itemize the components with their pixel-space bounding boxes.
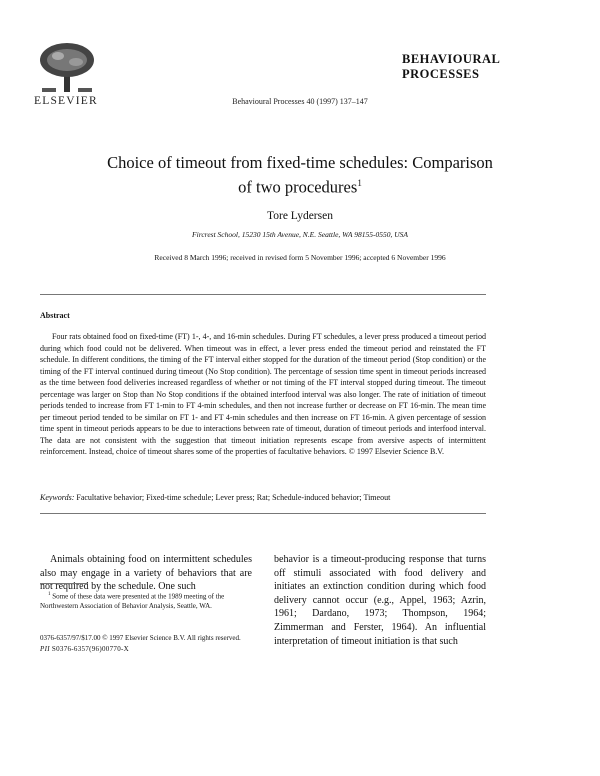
journal-logo-line1: BEHAVIOURAL bbox=[402, 52, 501, 66]
publisher-name: ELSEVIER bbox=[34, 95, 98, 107]
pii-label: PII bbox=[40, 645, 50, 653]
keywords-label: Keywords: bbox=[40, 493, 75, 502]
author-affiliation: Fircrest School, 15230 15th Avenue, N.E. Seattle, WA 98155-0550, USA bbox=[192, 230, 408, 239]
divider-bottom bbox=[40, 513, 486, 514]
title-line-2: of two procedures$^1$ bbox=[238, 177, 362, 197]
keywords-text: Facultative behavior; Fixed-time schedule; Lever press; Rat; Schedule-induced behavior; Timeout bbox=[76, 493, 391, 502]
pii-line bbox=[40, 645, 129, 653]
pii-value: S0376-6357(96)00770-X bbox=[51, 645, 129, 653]
title-footnote-mark: 1 bbox=[357, 178, 362, 188]
received-dates: Received 8 March 1996; received in revised form 5 November 1996; accepted 6 November 1996 bbox=[154, 253, 446, 262]
footnote-text: Some of these data were presented at the 1989 meeting of the Northwestern Association of Behavior Analysis, Seattle, WA. bbox=[40, 592, 225, 610]
abstract-text: Four rats obtained food on fixed-time (FT) 1-, 4-, and 16-min schedules. During FT schedules, a lever press produced a timeout period during which food could not be delivered. When timeout was in effect, a lever press ended the timeout period and reinstated the FT schedule. In different conditions, the timing of the FT interval either stopped for the duration of the timeout period (Stop condition) or the timing of the FT interval continued during timeout (No Stop condition). The percentage of session time spent in timeout periods increased as the time between food deliveries increased regardless of whether or not timing of the FT interval stopped during timeout. The timeout percentage was larger on Stop than No Stop conditions if the obtained interfood interval was also longer. The rate of initiation of timeout periods tended to increase from FT 1-min to FT 4-min schedules, and then not increase further or decrease on FT 16-min. The mean time per timeout period tended to be similar on FT 1- and FT 4-min schedules and then increase on FT 16-min. A given percentage of session time spent in timeout periods appears to be due to interactions between rate of timeout, duration of timeout periods and interfood interval. The data are not consistent with the suggestion that timeout initiation represents escape from aversive aspects of intermittent reinforcement. Instead, choice of timeout shares some of the properties of facultative behaviors. © 1997 Elsevier Science B.V. bbox=[40, 332, 486, 456]
footnote bbox=[40, 590, 252, 611]
body-left-column: Animals obtaining food on intermittent schedules also may engage in a variety of behaviors that are not required by the schedule. One such bbox=[40, 554, 252, 593]
body-right-column: behavior is a timeout-producing response that turns off stimuli associated with food delivery and initiates an extinction condition during which food delivery cannot occur (e.g., Appel, 1963; Azrin, 1961; Dardano, 1973; Thompson, 1964; Zimmerman and Ferster, 1964). An influential interpretation of timeout initiation is that such bbox=[274, 554, 486, 647]
author-name: Tore Lydersen bbox=[267, 210, 333, 222]
article-title bbox=[40, 152, 560, 198]
footnote-mark: 1 bbox=[48, 592, 51, 597]
journal-logo bbox=[402, 52, 500, 82]
divider-top bbox=[40, 294, 486, 295]
keywords bbox=[40, 492, 486, 503]
title-line-1: Choice of timeout from fixed-time schedules: Comparison bbox=[107, 153, 493, 172]
copyright-line: 0376-6357/97/$17.00 © 1997 Elsevier Science B.V. All rights reserved. bbox=[40, 634, 241, 642]
footnote-divider bbox=[40, 583, 88, 584]
journal-logo-line2: PROCESSES bbox=[402, 67, 480, 81]
abstract-heading: Abstract bbox=[40, 311, 70, 320]
journal-reference: Behavioural Processes 40 (1997) 137–147 bbox=[232, 97, 368, 106]
elsevier-tree-logo bbox=[36, 42, 98, 102]
